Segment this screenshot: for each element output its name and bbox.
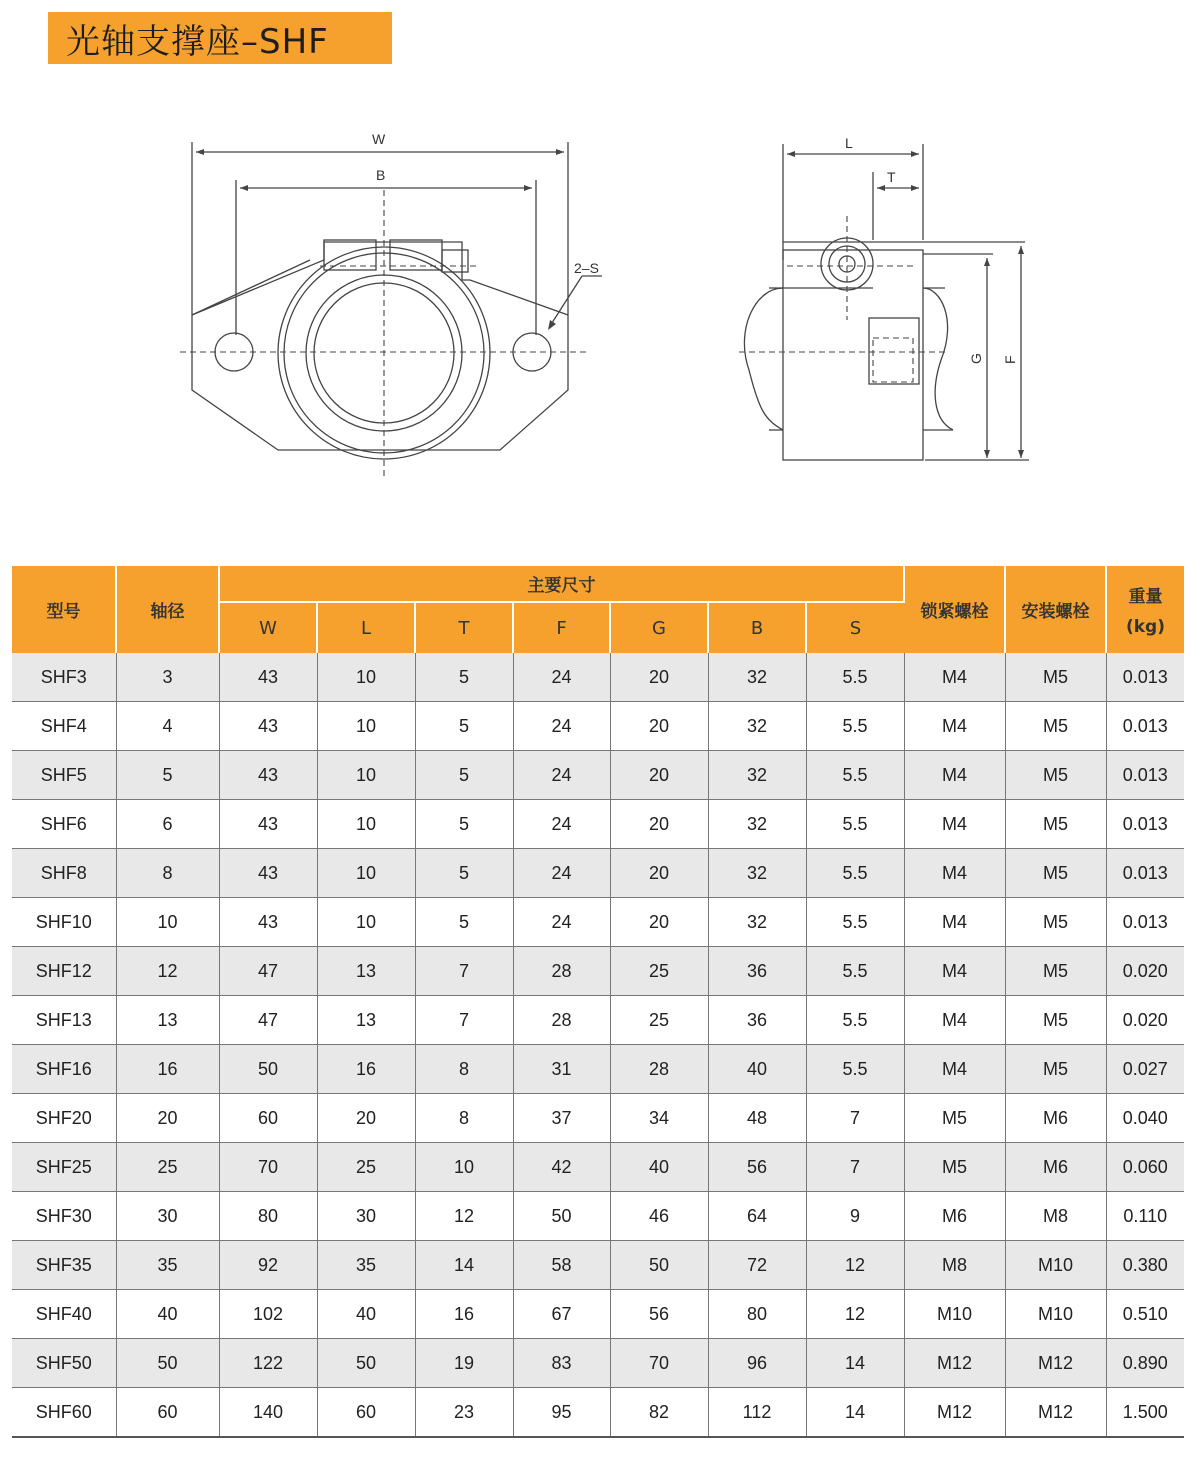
cell-f: 24 bbox=[513, 702, 610, 751]
cell-t: 7 bbox=[415, 947, 513, 996]
cell-weight: 0.013 bbox=[1106, 653, 1184, 702]
cell-s: 14 bbox=[806, 1388, 904, 1438]
cell-l: 10 bbox=[317, 653, 415, 702]
table-row bbox=[12, 996, 1184, 1045]
cell-s: 14 bbox=[806, 1339, 904, 1388]
cell-model: SHF8 bbox=[12, 849, 116, 898]
table-row bbox=[12, 1192, 1184, 1241]
table-row bbox=[12, 800, 1184, 849]
cell-b: 64 bbox=[708, 1192, 806, 1241]
header-dim-b: B bbox=[708, 602, 806, 653]
cell-mount-bolt: M5 bbox=[1005, 1045, 1106, 1094]
cell-model: SHF30 bbox=[12, 1192, 116, 1241]
cell-g: 20 bbox=[610, 653, 708, 702]
table-row bbox=[12, 1241, 1184, 1290]
cell-f: 83 bbox=[513, 1339, 610, 1388]
title-badge bbox=[48, 12, 392, 64]
dim-g-label: G bbox=[968, 353, 984, 364]
cell-f: 42 bbox=[513, 1143, 610, 1192]
header-dim-g: G bbox=[610, 602, 708, 653]
cell-g: 25 bbox=[610, 996, 708, 1045]
cell-weight: 0.380 bbox=[1106, 1241, 1184, 1290]
cell-shaft-dia: 25 bbox=[116, 1143, 219, 1192]
cell-g: 20 bbox=[610, 800, 708, 849]
cell-mount-bolt: M5 bbox=[1005, 751, 1106, 800]
cell-mount-bolt: M5 bbox=[1005, 849, 1106, 898]
cell-weight: 0.110 bbox=[1106, 1192, 1184, 1241]
cell-lock-bolt: M10 bbox=[904, 1290, 1005, 1339]
page-title: 光轴支撑座–SHF bbox=[66, 21, 329, 62]
cell-b: 32 bbox=[708, 653, 806, 702]
cell-t: 12 bbox=[415, 1192, 513, 1241]
cell-s: 5.5 bbox=[806, 751, 904, 800]
cell-l: 10 bbox=[317, 800, 415, 849]
cell-shaft-dia: 4 bbox=[116, 702, 219, 751]
cell-l: 25 bbox=[317, 1143, 415, 1192]
header-dim-f: F bbox=[513, 602, 610, 653]
cell-mount-bolt: M5 bbox=[1005, 653, 1106, 702]
cell-shaft-dia: 40 bbox=[116, 1290, 219, 1339]
cell-b: 32 bbox=[708, 751, 806, 800]
cell-lock-bolt: M4 bbox=[904, 653, 1005, 702]
cell-mount-bolt: M5 bbox=[1005, 800, 1106, 849]
cell-g: 20 bbox=[610, 702, 708, 751]
cell-mount-bolt: M10 bbox=[1005, 1241, 1106, 1290]
cell-s: 7 bbox=[806, 1094, 904, 1143]
dim-l-label: L bbox=[845, 135, 853, 151]
cell-g: 25 bbox=[610, 947, 708, 996]
cell-mount-bolt: M5 bbox=[1005, 996, 1106, 1045]
cell-weight: 0.013 bbox=[1106, 849, 1184, 898]
cell-lock-bolt: M8 bbox=[904, 1241, 1005, 1290]
header-dim-s: S bbox=[806, 602, 904, 653]
cell-f: 67 bbox=[513, 1290, 610, 1339]
cell-s: 5.5 bbox=[806, 1045, 904, 1094]
cell-g: 46 bbox=[610, 1192, 708, 1241]
cell-mount-bolt: M8 bbox=[1005, 1192, 1106, 1241]
cell-l: 40 bbox=[317, 1290, 415, 1339]
cell-f: 24 bbox=[513, 800, 610, 849]
header-main-dims: 主要尺寸 bbox=[219, 566, 904, 602]
cell-f: 24 bbox=[513, 898, 610, 947]
table-row bbox=[12, 849, 1184, 898]
cell-shaft-dia: 20 bbox=[116, 1094, 219, 1143]
cell-weight: 0.020 bbox=[1106, 996, 1184, 1045]
cell-lock-bolt: M6 bbox=[904, 1192, 1005, 1241]
cell-weight: 0.013 bbox=[1106, 800, 1184, 849]
header-weight bbox=[1106, 566, 1184, 653]
cell-model: SHF25 bbox=[12, 1143, 116, 1192]
header-weight-unit: (kg) bbox=[1125, 617, 1165, 637]
cell-f: 24 bbox=[513, 751, 610, 800]
cell-mount-bolt: M12 bbox=[1005, 1339, 1106, 1388]
dim-2s-label: 2–S bbox=[574, 260, 599, 276]
cell-weight: 0.013 bbox=[1106, 702, 1184, 751]
cell-model: SHF35 bbox=[12, 1241, 116, 1290]
cell-weight: 0.013 bbox=[1106, 898, 1184, 947]
cell-shaft-dia: 10 bbox=[116, 898, 219, 947]
cell-b: 40 bbox=[708, 1045, 806, 1094]
cell-shaft-dia: 6 bbox=[116, 800, 219, 849]
header-dim-t: T bbox=[415, 602, 513, 653]
cell-b: 48 bbox=[708, 1094, 806, 1143]
cell-s: 12 bbox=[806, 1290, 904, 1339]
cell-model: SHF20 bbox=[12, 1094, 116, 1143]
cell-w: 80 bbox=[219, 1192, 317, 1241]
cell-model: SHF50 bbox=[12, 1339, 116, 1388]
header-lock-bolt: 锁紧螺栓 bbox=[904, 566, 1005, 653]
cell-w: 60 bbox=[219, 1094, 317, 1143]
cell-g: 34 bbox=[610, 1094, 708, 1143]
cell-w: 102 bbox=[219, 1290, 317, 1339]
cell-model: SHF12 bbox=[12, 947, 116, 996]
cell-l: 13 bbox=[317, 947, 415, 996]
cell-shaft-dia: 60 bbox=[116, 1388, 219, 1438]
cell-lock-bolt: M5 bbox=[904, 1143, 1005, 1192]
cell-t: 5 bbox=[415, 653, 513, 702]
cell-l: 10 bbox=[317, 898, 415, 947]
cell-g: 50 bbox=[610, 1241, 708, 1290]
cell-b: 32 bbox=[708, 800, 806, 849]
cell-g: 82 bbox=[610, 1388, 708, 1438]
cell-l: 13 bbox=[317, 996, 415, 1045]
cell-model: SHF13 bbox=[12, 996, 116, 1045]
cell-shaft-dia: 5 bbox=[116, 751, 219, 800]
cell-lock-bolt: M4 bbox=[904, 751, 1005, 800]
cell-model: SHF16 bbox=[12, 1045, 116, 1094]
cell-f: 31 bbox=[513, 1045, 610, 1094]
dim-b-label: B bbox=[376, 167, 386, 183]
cell-lock-bolt: M4 bbox=[904, 898, 1005, 947]
cell-l: 10 bbox=[317, 702, 415, 751]
cell-l: 60 bbox=[317, 1388, 415, 1438]
cell-t: 14 bbox=[415, 1241, 513, 1290]
cell-weight: 0.013 bbox=[1106, 751, 1184, 800]
cell-model: SHF40 bbox=[12, 1290, 116, 1339]
cell-weight: 1.500 bbox=[1106, 1388, 1184, 1438]
cell-lock-bolt: M4 bbox=[904, 1045, 1005, 1094]
cell-s: 5.5 bbox=[806, 947, 904, 996]
table-row bbox=[12, 751, 1184, 800]
cell-lock-bolt: M12 bbox=[904, 1339, 1005, 1388]
cell-model: SHF60 bbox=[12, 1388, 116, 1438]
cell-w: 92 bbox=[219, 1241, 317, 1290]
cell-s: 5.5 bbox=[806, 800, 904, 849]
cell-f: 37 bbox=[513, 1094, 610, 1143]
cell-l: 10 bbox=[317, 751, 415, 800]
header-dim-w: W bbox=[219, 602, 317, 653]
cell-lock-bolt: M4 bbox=[904, 800, 1005, 849]
cell-mount-bolt: M6 bbox=[1005, 1143, 1106, 1192]
cell-model: SHF3 bbox=[12, 653, 116, 702]
cell-w: 47 bbox=[219, 947, 317, 996]
cell-b: 80 bbox=[708, 1290, 806, 1339]
header-mount-bolt: 安装螺栓 bbox=[1005, 566, 1106, 653]
cell-s: 9 bbox=[806, 1192, 904, 1241]
cell-b: 56 bbox=[708, 1143, 806, 1192]
header-dim-l: L bbox=[317, 602, 415, 653]
cell-s: 5.5 bbox=[806, 653, 904, 702]
cell-lock-bolt: M4 bbox=[904, 947, 1005, 996]
cell-w: 43 bbox=[219, 653, 317, 702]
cell-w: 50 bbox=[219, 1045, 317, 1094]
cell-s: 5.5 bbox=[806, 702, 904, 751]
front-view-drawing bbox=[170, 120, 620, 490]
cell-b: 112 bbox=[708, 1388, 806, 1438]
cell-w: 43 bbox=[219, 702, 317, 751]
cell-t: 5 bbox=[415, 702, 513, 751]
cell-shaft-dia: 8 bbox=[116, 849, 219, 898]
cell-f: 24 bbox=[513, 653, 610, 702]
cell-f: 95 bbox=[513, 1388, 610, 1438]
cell-s: 12 bbox=[806, 1241, 904, 1290]
cell-b: 32 bbox=[708, 849, 806, 898]
table-row bbox=[12, 1388, 1184, 1438]
cell-shaft-dia: 16 bbox=[116, 1045, 219, 1094]
cell-t: 23 bbox=[415, 1388, 513, 1438]
header-weight-label: 重量 bbox=[1128, 587, 1163, 607]
table-row bbox=[12, 1094, 1184, 1143]
spec-table-body bbox=[12, 653, 1184, 1437]
table-row bbox=[12, 653, 1184, 702]
cell-lock-bolt: M4 bbox=[904, 849, 1005, 898]
table-row bbox=[12, 1045, 1184, 1094]
cell-shaft-dia: 13 bbox=[116, 996, 219, 1045]
cell-f: 24 bbox=[513, 849, 610, 898]
table-row bbox=[12, 898, 1184, 947]
header-shaft-dia: 轴径 bbox=[116, 566, 219, 653]
cell-lock-bolt: M5 bbox=[904, 1094, 1005, 1143]
dim-t-label: T bbox=[887, 169, 896, 185]
cell-b: 72 bbox=[708, 1241, 806, 1290]
cell-mount-bolt: M5 bbox=[1005, 947, 1106, 996]
cell-weight: 0.027 bbox=[1106, 1045, 1184, 1094]
cell-s: 5.5 bbox=[806, 996, 904, 1045]
cell-w: 140 bbox=[219, 1388, 317, 1438]
cell-lock-bolt: M4 bbox=[904, 702, 1005, 751]
cell-l: 20 bbox=[317, 1094, 415, 1143]
cell-t: 5 bbox=[415, 800, 513, 849]
cell-t: 19 bbox=[415, 1339, 513, 1388]
cell-t: 5 bbox=[415, 898, 513, 947]
cell-mount-bolt: M10 bbox=[1005, 1290, 1106, 1339]
spec-table bbox=[12, 566, 1184, 1438]
cell-w: 122 bbox=[219, 1339, 317, 1388]
cell-s: 5.5 bbox=[806, 849, 904, 898]
cell-l: 16 bbox=[317, 1045, 415, 1094]
dim-f-label: F bbox=[1002, 355, 1018, 364]
cell-weight: 0.060 bbox=[1106, 1143, 1184, 1192]
cell-b: 32 bbox=[708, 898, 806, 947]
cell-b: 36 bbox=[708, 996, 806, 1045]
cell-s: 7 bbox=[806, 1143, 904, 1192]
cell-f: 28 bbox=[513, 947, 610, 996]
cell-l: 35 bbox=[317, 1241, 415, 1290]
cell-g: 70 bbox=[610, 1339, 708, 1388]
cell-lock-bolt: M4 bbox=[904, 996, 1005, 1045]
cell-g: 40 bbox=[610, 1143, 708, 1192]
cell-w: 43 bbox=[219, 751, 317, 800]
cell-w: 43 bbox=[219, 849, 317, 898]
table-row bbox=[12, 1290, 1184, 1339]
cell-weight: 0.020 bbox=[1106, 947, 1184, 996]
table-row bbox=[12, 947, 1184, 996]
cell-w: 47 bbox=[219, 996, 317, 1045]
cell-l: 50 bbox=[317, 1339, 415, 1388]
cell-model: SHF5 bbox=[12, 751, 116, 800]
cell-mount-bolt: M6 bbox=[1005, 1094, 1106, 1143]
cell-t: 5 bbox=[415, 849, 513, 898]
cell-shaft-dia: 30 bbox=[116, 1192, 219, 1241]
cell-mount-bolt: M5 bbox=[1005, 702, 1106, 751]
cell-f: 50 bbox=[513, 1192, 610, 1241]
dim-w-label: W bbox=[372, 131, 386, 147]
cell-shaft-dia: 50 bbox=[116, 1339, 219, 1388]
cell-t: 7 bbox=[415, 996, 513, 1045]
cell-shaft-dia: 35 bbox=[116, 1241, 219, 1290]
cell-b: 96 bbox=[708, 1339, 806, 1388]
cell-f: 58 bbox=[513, 1241, 610, 1290]
cell-l: 30 bbox=[317, 1192, 415, 1241]
cell-w: 43 bbox=[219, 898, 317, 947]
cell-b: 36 bbox=[708, 947, 806, 996]
cell-shaft-dia: 3 bbox=[116, 653, 219, 702]
cell-t: 10 bbox=[415, 1143, 513, 1192]
cell-model: SHF4 bbox=[12, 702, 116, 751]
header-model: 型号 bbox=[12, 566, 116, 653]
cell-g: 28 bbox=[610, 1045, 708, 1094]
cell-w: 70 bbox=[219, 1143, 317, 1192]
cell-w: 43 bbox=[219, 800, 317, 849]
cell-s: 5.5 bbox=[806, 898, 904, 947]
side-view-drawing bbox=[735, 120, 1045, 480]
cell-t: 8 bbox=[415, 1045, 513, 1094]
cell-weight: 0.890 bbox=[1106, 1339, 1184, 1388]
cell-shaft-dia: 12 bbox=[116, 947, 219, 996]
cell-weight: 0.040 bbox=[1106, 1094, 1184, 1143]
cell-lock-bolt: M12 bbox=[904, 1388, 1005, 1438]
cell-t: 8 bbox=[415, 1094, 513, 1143]
table-row bbox=[12, 1339, 1184, 1388]
cell-mount-bolt: M12 bbox=[1005, 1388, 1106, 1438]
cell-model: SHF6 bbox=[12, 800, 116, 849]
cell-t: 16 bbox=[415, 1290, 513, 1339]
cell-g: 20 bbox=[610, 898, 708, 947]
cell-g: 20 bbox=[610, 849, 708, 898]
table-row bbox=[12, 702, 1184, 751]
cell-l: 10 bbox=[317, 849, 415, 898]
cell-mount-bolt: M5 bbox=[1005, 898, 1106, 947]
cell-b: 32 bbox=[708, 702, 806, 751]
cell-g: 20 bbox=[610, 751, 708, 800]
cell-g: 56 bbox=[610, 1290, 708, 1339]
cell-model: SHF10 bbox=[12, 898, 116, 947]
table-row bbox=[12, 1143, 1184, 1192]
cell-t: 5 bbox=[415, 751, 513, 800]
cell-f: 28 bbox=[513, 996, 610, 1045]
cell-weight: 0.510 bbox=[1106, 1290, 1184, 1339]
